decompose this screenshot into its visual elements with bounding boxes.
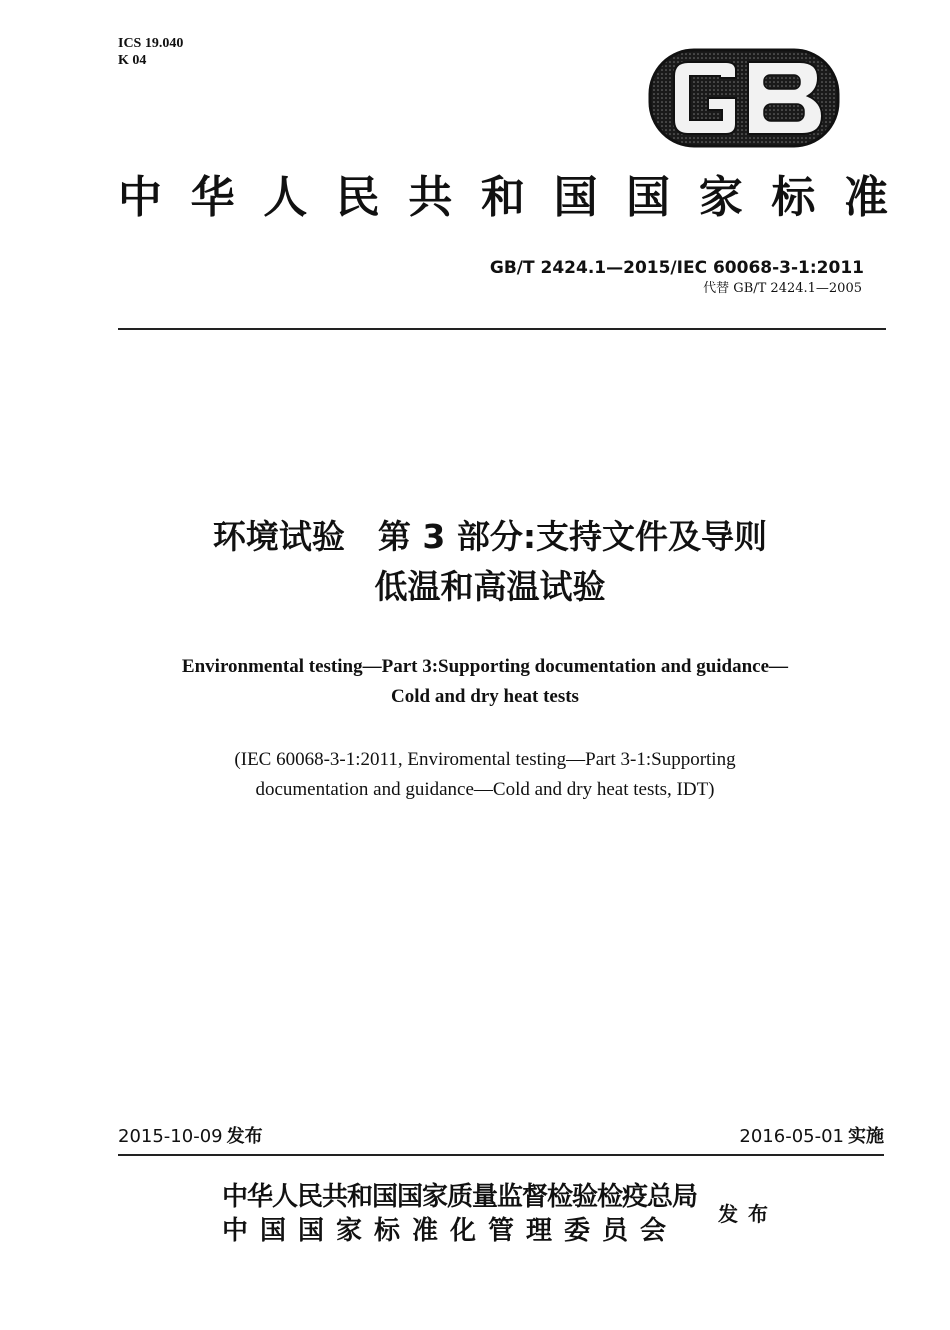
standard-number: GB/T 2424.1—2015/IEC 60068-3-1:2011 bbox=[489, 258, 864, 278]
title-char: 民 bbox=[335, 172, 380, 223]
english-title-line2: Cold and dry heat tests bbox=[391, 686, 579, 707]
issuer-line1: 中华人民共和国国家质量监督检验检疫总局 bbox=[222, 1182, 698, 1212]
chinese-title-line2: 低温和高温试验 bbox=[374, 567, 606, 606]
chinese-title bbox=[60, 512, 920, 612]
issuer-block bbox=[222, 1180, 697, 1248]
replaces-standard: 代替 GB/T 2424.1—2005 bbox=[703, 281, 862, 296]
iec-reference-line1: (IEC 60068-3-1:2011, Enviromental testing—Part 3-1:Supporting bbox=[234, 749, 736, 770]
header-divider bbox=[118, 328, 886, 330]
title-char: 家 bbox=[698, 172, 743, 223]
english-title bbox=[60, 652, 910, 712]
english-title-line1: Environmental testing—Part 3:Supporting documentation and guidance— bbox=[181, 656, 789, 677]
publish-label: 发布 bbox=[718, 1202, 778, 1226]
title-char: 华 bbox=[190, 172, 235, 223]
ccs-code: K 04 bbox=[118, 53, 147, 68]
issuer-line2: 中国国家标准化管理委员会 bbox=[222, 1216, 679, 1246]
title-char: 准 bbox=[843, 172, 888, 223]
title-char: 国 bbox=[553, 172, 598, 223]
title-char: 标 bbox=[771, 172, 816, 223]
iec-reference-line2: documentation and guidance—Cold and dry heat tests, IDT) bbox=[255, 779, 715, 800]
chinese-title-line1: 环境试验 第 3 部分:支持文件及导则 bbox=[212, 517, 768, 556]
title-char: 和 bbox=[480, 172, 525, 223]
classification-codes bbox=[118, 35, 183, 69]
issue-label: 发布 bbox=[226, 1126, 263, 1147]
ics-code: ICS 19.040 bbox=[118, 36, 184, 51]
gb-logo-icon bbox=[648, 48, 840, 148]
implement-date: 2016-05-01 bbox=[739, 1126, 844, 1147]
title-char: 共 bbox=[408, 172, 453, 223]
issue-date-block bbox=[118, 1125, 263, 1149]
implement-date-block bbox=[739, 1125, 884, 1149]
title-char: 人 bbox=[263, 172, 308, 223]
issue-date: 2015-10-09 bbox=[118, 1126, 223, 1147]
title-char: 中 bbox=[118, 172, 162, 223]
implement-label: 实施 bbox=[848, 1126, 884, 1147]
title-char: 国 bbox=[626, 172, 671, 223]
standard-category-title bbox=[118, 170, 888, 226]
footer-divider bbox=[118, 1154, 884, 1156]
iec-reference bbox=[60, 745, 910, 805]
